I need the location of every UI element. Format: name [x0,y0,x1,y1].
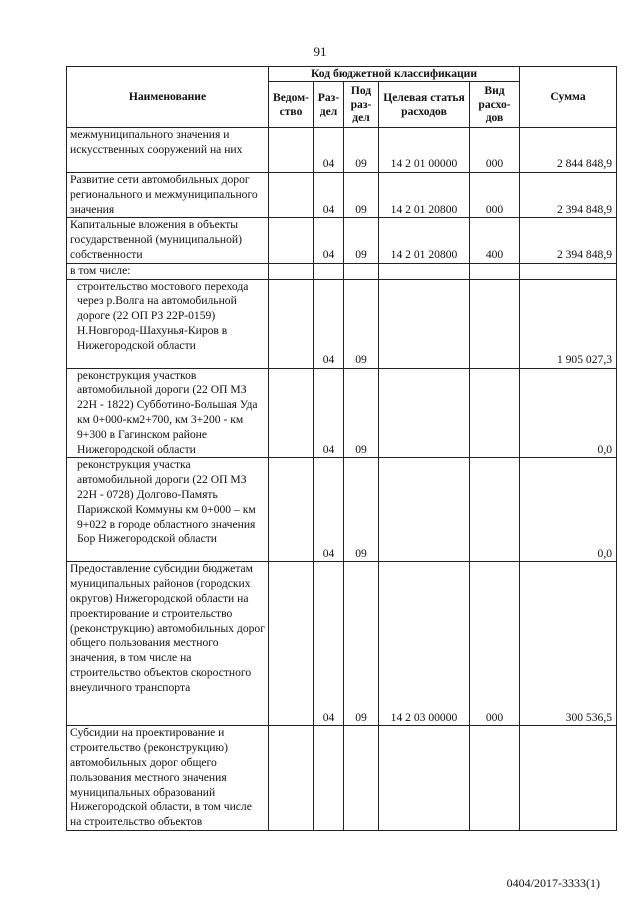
cell-vid: 000 [470,128,520,173]
cell-vedomstvo [269,562,314,726]
table-row [67,726,617,831]
cell-name: Капитальные вложения в объекты государственной (муниципальной) собственности [67,218,269,263]
table-body [67,128,617,831]
cell-razdel: 04 [314,562,344,726]
cell-podrazdel: 09 [344,368,379,458]
header-target: Целевая статья расходов [379,82,470,128]
cell-target [379,368,470,458]
header-row-1 [67,67,617,82]
cell-vedomstvo [269,279,314,368]
cell-podrazdel: 09 [344,173,379,218]
cell-sum: 2 844 848,9 [520,128,617,173]
page-number: 91 [313,44,327,59]
cell-sum: 2 394 848,9 [520,218,617,263]
cell-razdel: 04 [314,458,344,562]
cell-name: Субсидии на проектирование и строительство (реконструкцию) автомобильных дорог общего пользования местного значения муниципальных образований Нижегородской области, в том числе на строительство объектов [67,726,269,831]
header-group: Код бюджетной классификации [269,67,520,82]
cell-target: 14 2 03 00000 [379,562,470,726]
cell-target: 14 2 01 20800 [379,218,470,263]
table-row [67,562,617,726]
cell-sum [520,263,617,279]
cell-sum: 0,0 [520,368,617,458]
budget-table [66,66,617,831]
document-code: 0404/2017-3333(1) [506,876,600,890]
cell-vedomstvo [269,218,314,263]
cell-vedomstvo [269,458,314,562]
cell-vid [470,263,520,279]
table-row [67,128,617,173]
cell-vid: 000 [470,173,520,218]
cell-target [379,726,470,831]
cell-name: реконструкция участка автомобильной дороги (22 ОП МЗ 22Н - 0728) Долгово-Память Парижской Коммуны км 0+000 – км 9+022 в городе областного значения Бор Нижегородской области [67,458,269,562]
cell-razdel: 04 [314,173,344,218]
cell-vedomstvo [269,368,314,458]
cell-vid: 000 [470,562,520,726]
cell-vedomstvo [269,263,314,279]
cell-podrazdel: 09 [344,458,379,562]
table-row [67,173,617,218]
cell-razdel: 04 [314,128,344,173]
cell-target [379,279,470,368]
cell-podrazdel [344,726,379,831]
header-name: Наименование [67,67,269,128]
cell-sum: 2 394 848,9 [520,173,617,218]
header-razdel: Раз-дел [314,82,344,128]
cell-sum: 1 905 027,3 [520,279,617,368]
cell-razdel: 04 [314,218,344,263]
cell-name: строительство мостового перехода через р.Волга на автомобильной дороге (22 ОП РЗ 22Р-0159) Н.Новгород-Шахунья-Киров в Нижегородской области [67,279,269,368]
cell-podrazdel: 09 [344,562,379,726]
table-row [67,458,617,562]
cell-name: Развитие сети автомобильных дорог регионального и межмуниципального значения [67,173,269,218]
header-sum: Сумма [520,67,617,128]
cell-vid [470,458,520,562]
cell-vid [470,368,520,458]
cell-vedomstvo [269,726,314,831]
cell-name: реконструкция участков автомобильной дороги (22 ОП МЗ 22Н - 1822) Субботино-Большая Уда км 0+000-км2+700, км 3+200 - км 9+300 в Гагинском районе Нижегородской области [67,368,269,458]
cell-name: в том числе: [67,263,269,279]
cell-target [379,263,470,279]
cell-target [379,458,470,562]
cell-razdel [314,726,344,831]
cell-name: межмуниципального значения и искусственных сооружений на них [67,128,269,173]
cell-vid [470,279,520,368]
cell-target: 14 2 01 00000 [379,128,470,173]
cell-razdel [314,263,344,279]
cell-vid: 400 [470,218,520,263]
cell-podrazdel: 09 [344,128,379,173]
cell-razdel: 04 [314,279,344,368]
cell-podrazdel: 09 [344,279,379,368]
table-row [67,218,617,263]
cell-vedomstvo [269,173,314,218]
header-vedomstvo: Ведом-ство [269,82,314,128]
cell-sum: 0,0 [520,458,617,562]
header-vid: Вид расхо-дов [470,82,520,128]
header-podrazdel: Под раз-дел [344,82,379,128]
cell-sum [520,726,617,831]
cell-podrazdel [344,263,379,279]
table-row [67,368,617,458]
cell-vid [470,726,520,831]
cell-vedomstvo [269,128,314,173]
cell-razdel: 04 [314,368,344,458]
table-row [67,279,617,368]
table-row [67,263,617,279]
cell-name: Предоставление субсидии бюджетам муниципальных районов (городских округов) Нижегородской области на проектирование и строительство (реконструкцию) автомобильных дорог общего пользования местного значения, в том числе на строительство объектов скоростного внеуличного транспорта [67,562,269,726]
cell-target: 14 2 01 20800 [379,173,470,218]
cell-sum: 300 536,5 [520,562,617,726]
cell-podrazdel: 09 [344,218,379,263]
